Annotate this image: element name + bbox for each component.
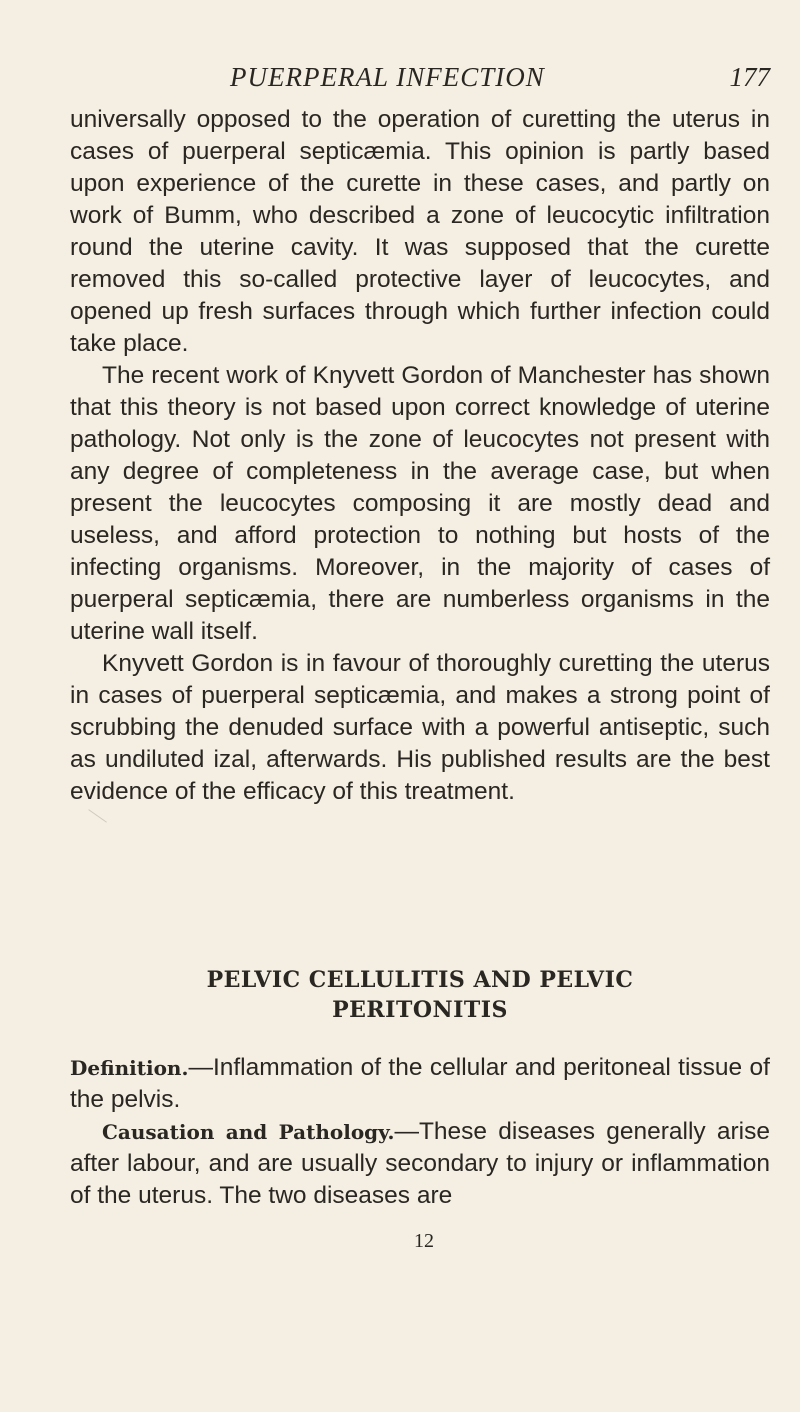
paragraph-continued: universally opposed to the operation of curetting the uterus in cases of puerperal septicæmia. This opinion is partly based upon experience of the curette in these cases, and partly on work of Bumm, who described a zone of leucocytic infiltration round the uterine cavity. It was supposed that the curette removed this so-called protective layer of leucocytes, and opened up fresh surfaces through which further infection could take place. (70, 106, 770, 357)
paragraph-knyvett-gordon-research: The recent work of Knyvett Gordon of Manchester has shown that this theory is not based upon correct knowledge of uterine pathology. Not only is the zone of leucocytes not present with any degree of completeness in the average case, but when present the leucocytes composing it are mostly dead and useless, and afford protection to nothing but hosts of the infecting organisms. Moreover, in the majority of cases of puerperal septicæmia, there are numberless organisms in the uterine wall itself. (70, 362, 770, 645)
running-head (70, 50, 770, 90)
causation-text: —These diseases generally arise after labour, and are usually secondary to injury or inflammation of the uterus. The two diseases are (70, 1118, 770, 1209)
section-body (70, 1052, 770, 1212)
definition-text: —Inflammation of the cellular and peritoneal tissue of the pelvis. (70, 1054, 770, 1113)
definition-label: Definition. (70, 1056, 189, 1080)
signature-mark: 12 (414, 1230, 434, 1252)
page-number: 177 (729, 62, 770, 92)
body-text (70, 104, 770, 808)
causation-label: Causation and Pathology. (102, 1120, 395, 1144)
causation-paragraph (70, 1116, 770, 1212)
running-title: PUERPERAL INFECTION (230, 62, 545, 92)
paragraph-curetting-recommendation: Knyvett Gordon is in favour of thoroughly curetting the uterus in cases of puerperal septicæmia, and makes a strong point of scrubbing the denuded surface with a powerful antiseptic, such as undiluted izal, afterwards. His published results are the best evidence of the efficacy of this treatment. (70, 650, 770, 805)
section-heading-line-1: PELVIC CELLULITIS AND PELVIC (206, 967, 634, 993)
definition-paragraph (70, 1052, 770, 1116)
section-heading (70, 965, 770, 1025)
print-smudge (79, 809, 107, 836)
section-heading-line-2: PERITONITIS (332, 997, 508, 1023)
